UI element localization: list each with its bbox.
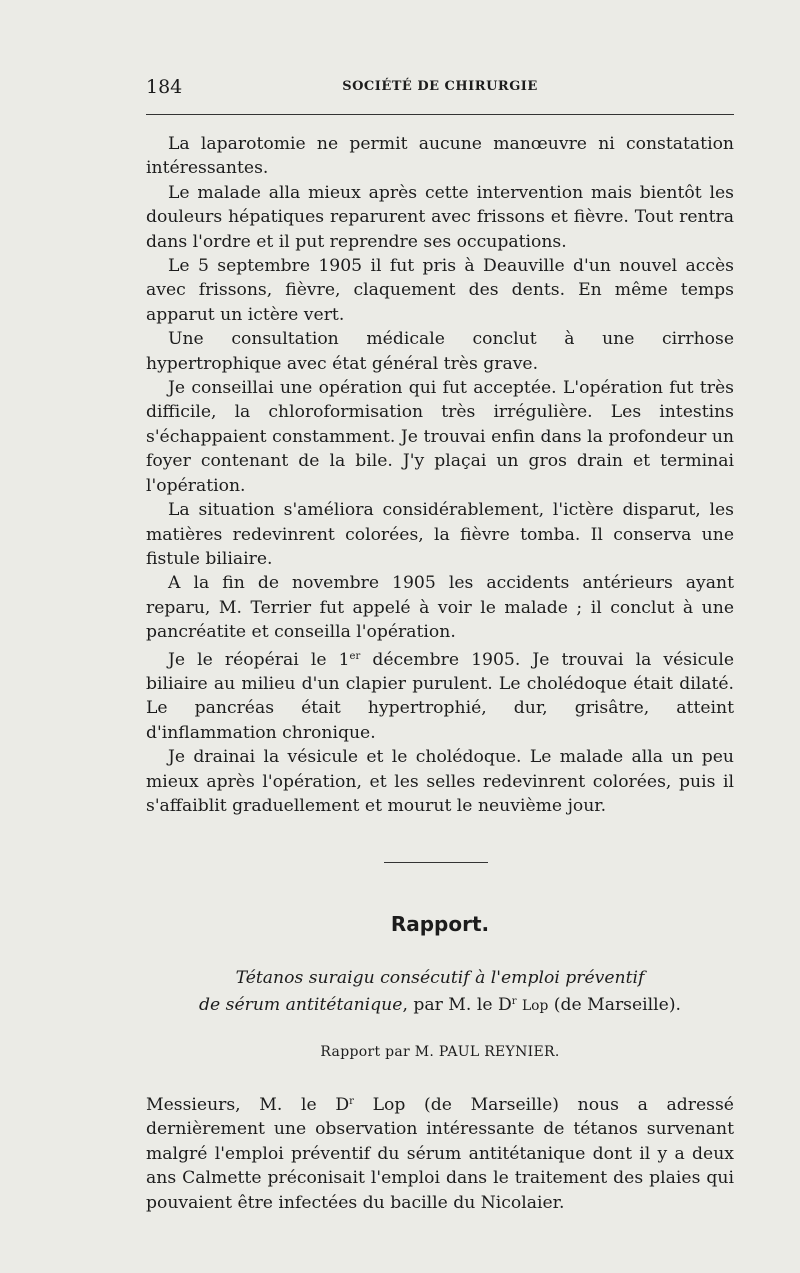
page-number: 184 xyxy=(146,76,183,98)
text-run: (de Marseille). xyxy=(548,995,681,1015)
paragraph: Le malade alla mieux après cette intervention mais bientôt les douleurs hépatiques reparurent avec frissons et fièvre. Tout rentra dans l'ordre et il put reprendre ses occupations. xyxy=(146,182,734,252)
superscript: r xyxy=(511,996,517,1007)
paragraph: Je conseillai une opération qui fut acceptée. L'opération fut très difficile, la chloroformisation très irrégulière. Les intestins s'échappaient constamment. Je trouvai enfin dans la profondeur un foyer contenant de la bile. J'y plaçai un gros drain et terminai l'opération. xyxy=(146,378,734,496)
superscript: er xyxy=(349,650,361,662)
subtitle-italic: de sérum antitétanique xyxy=(198,995,403,1015)
paragraph: Une consultation médicale conclut à une cirrhose hypertrophique avec état général très grave. xyxy=(146,329,734,374)
header-rule xyxy=(146,114,734,115)
section-divider xyxy=(384,862,488,863)
paragraph: A la fin de novembre 1905 les accidents antérieurs ayant reparu, M. Terrier fut appelé à voir le malade ; il conclut à une pancréatite et conseilla l'opération. xyxy=(146,573,734,643)
main-text xyxy=(146,132,734,818)
paragraph: Je drainai la vésicule et le cholédoque. Le malade alla un peu mieux après l'opération, et les selles redevinrent colorées, puis il s'affaiblit graduellement et mourut le neuvième jour. xyxy=(146,747,734,816)
report-byline: Rapport par M. PAUL REYNIER. xyxy=(320,1044,560,1060)
text-run: Messieurs, M. le D xyxy=(146,1095,350,1115)
running-title: SOCIÉTÉ DE CHIRURGIE xyxy=(342,79,538,94)
subtitle-italic: Tétanos suraigu consécutif à l'emploi préventif xyxy=(235,968,645,988)
report-subtitle xyxy=(146,966,734,1018)
paragraph xyxy=(146,1090,734,1215)
text-run: , par M. le D xyxy=(402,995,512,1015)
paragraph: La situation s'améliora considérablement, l'ictère disparut, les matières redevinrent colorées, la fièvre tomba. Il conserva une fistule biliaire. xyxy=(146,500,734,569)
report-text xyxy=(146,1090,734,1215)
text-run: Je le réopérai le 1 xyxy=(168,649,350,670)
author-name: Lop xyxy=(521,998,549,1014)
page-header xyxy=(146,76,734,100)
superscript: r xyxy=(349,1096,354,1107)
text-run: Lop (de Marseille) nous a adressé dernièrement une observation intéressante de tétanos survenant malgré l'emploi préventif du sérum antitétanique dont il y a deux ans Calmette préconisait l'emploi dans le traitement des plaies qui pouvaient être infectées du bacille du Nicolaier. xyxy=(146,1095,734,1213)
paragraph: La laparotomie ne permit aucune manœuvre ni constatation intéressantes. xyxy=(146,134,734,179)
section-heading: Rapport. xyxy=(390,912,490,936)
paragraph-reoperation xyxy=(146,645,734,746)
text-run: décembre 1905. Je trouvai la vésicule biliaire au milieu d'un clapier purulent. Le cholédoque était dilaté. Le pancréas était hypertrophié, dur, grisâtre, atteint d'inflammation chronique. xyxy=(146,649,734,743)
paragraph: Le 5 septembre 1905 il fut pris à Deauville d'un nouvel accès avec frissons, fièvre, claquement des dents. En même temps apparut un ictère vert. xyxy=(146,256,734,325)
